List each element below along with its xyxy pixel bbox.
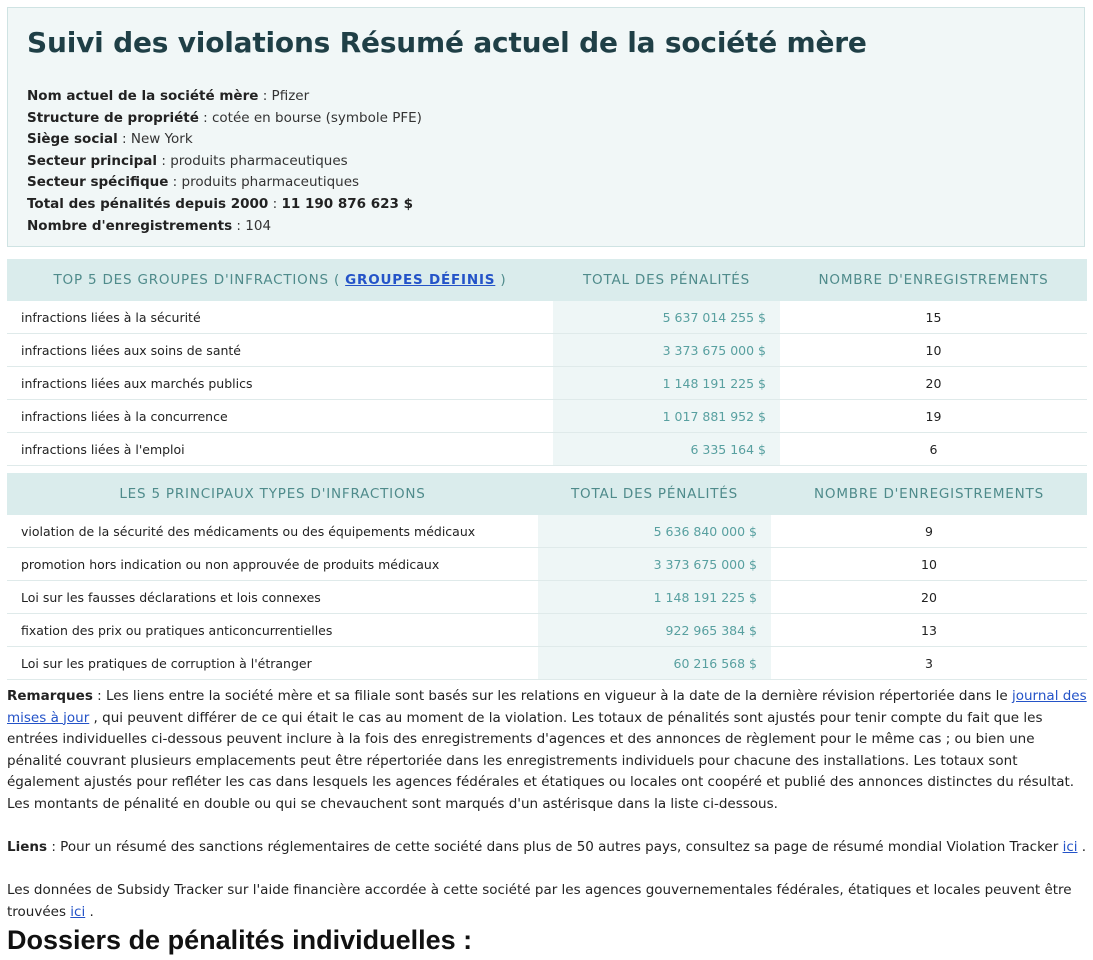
table-row <box>7 647 1087 680</box>
headquarters-value: New York <box>130 131 193 148</box>
penalty-amount: 5 637 014 255 $ <box>553 301 780 334</box>
remarks-label: Remarques <box>7 688 93 704</box>
offense-type-name: violation de la sécurité des médicaments ou des équipements médicaux <box>7 515 538 548</box>
headquarters-row <box>27 129 1065 151</box>
offense-group-name: infractions liées à l'emploi <box>7 433 553 466</box>
penalty-total-row <box>27 194 1065 216</box>
record-count: 13 <box>771 614 1087 647</box>
offense-group-header-prefix: TOP 5 DES GROUPES D'INFRACTIONS ( <box>53 272 346 288</box>
offense-type-name: Loi sur les pratiques de corruption à l'étranger <box>7 647 538 680</box>
separator: : <box>268 195 282 212</box>
subsidy-paragraph <box>7 880 1087 923</box>
headquarters-label: Siège social <box>27 131 118 148</box>
penalty-total-value: 11 190 876 623 $ <box>281 195 413 212</box>
subsidy-end: . <box>85 903 94 920</box>
individual-records-heading: Dossiers de pénalités individuelles : <box>7 925 473 955</box>
ownership-row <box>27 108 1065 130</box>
specific-industry-value: produits pharmaceutiques <box>181 174 360 191</box>
penalty-amount: 1 148 191 225 $ <box>553 367 780 400</box>
parent-company-row <box>27 86 1065 108</box>
offense-type-name: promotion hors indication ou non approuvée de produits médicaux <box>7 548 538 581</box>
update-log-link[interactable]: journal des mises à jour <box>7 688 1087 726</box>
links-end: . <box>1077 839 1087 855</box>
groups-defined-link[interactable]: GROUPES DÉFINIS <box>345 272 496 288</box>
record-count: 6 <box>780 433 1087 466</box>
subsidy-tracker-link[interactable]: ici <box>70 903 86 920</box>
company-summary-panel <box>7 7 1085 247</box>
offense-groups-table <box>7 259 1087 466</box>
records-count-header: NOMBRE D'ENREGISTREMENTS <box>771 473 1087 515</box>
parent-company-value: Pfizer <box>271 88 310 104</box>
separator: : <box>198 109 212 126</box>
remarks-paragraph <box>7 686 1087 816</box>
major-industry-label: Secteur principal <box>27 152 158 169</box>
ownership-value: cotée en bourse (symbole PFE) <box>212 109 422 126</box>
offense-group-name: infractions liées aux marchés publics <box>7 367 553 400</box>
page-title: Suivi des violations Résumé actuel de la société mère <box>27 26 867 59</box>
penalty-amount: 1 017 881 952 $ <box>553 400 780 433</box>
offense-type-name: fixation des prix ou pratiques anticoncurrentielles <box>7 614 538 647</box>
table-row <box>7 433 1087 466</box>
ownership-label: Structure de propriété <box>27 109 199 126</box>
record-count: 10 <box>780 334 1087 367</box>
penalty-amount: 1 148 191 225 $ <box>538 581 771 614</box>
offense-group-name: infractions liées aux soins de santé <box>7 334 553 367</box>
record-count: 19 <box>780 400 1087 433</box>
record-count: 9 <box>771 515 1087 548</box>
record-count: 20 <box>780 367 1087 400</box>
offense-type-name: Loi sur les fausses déclarations et lois connexes <box>7 581 538 614</box>
offense-types-table <box>7 473 1087 680</box>
remarks-intro: : Les liens entre la société mère et sa filiale sont basés sur les relations en vigueur à la date de la dernière révision répertoriée dans le <box>92 688 1012 704</box>
penalty-amount: 5 636 840 000 $ <box>538 515 771 548</box>
links-label: Liens <box>7 839 48 855</box>
penalty-amount: 3 373 675 000 $ <box>538 548 771 581</box>
penalty-amount: 6 335 164 $ <box>553 433 780 466</box>
specific-industry-label: Secteur spécifique <box>27 174 169 191</box>
global-summary-link[interactable]: ici <box>1062 839 1078 855</box>
subsidy-text: Les données de Subsidy Tracker sur l'aide financière accordée à cette société par les agences gouvernementales fédérales, étatiques et locales peuvent être trouvées <box>7 882 1072 920</box>
links-paragraph <box>7 837 1087 859</box>
penalty-total-header: TOTAL DES PÉNALITÉS <box>538 473 771 515</box>
table-row <box>7 367 1087 400</box>
specific-industry-row <box>27 172 1065 194</box>
table-row <box>7 581 1087 614</box>
offense-group-name: infractions liées à la concurrence <box>7 400 553 433</box>
links-text: : Pour un résumé des sanctions réglementaires de cette société dans plus de 50 autres pays, consultez sa page de résumé mondial Violation Tracker <box>47 839 1063 855</box>
separator: : <box>258 88 272 104</box>
major-industry-value: produits pharmaceutiques <box>170 152 348 169</box>
record-count: 15 <box>780 301 1087 334</box>
offense-group-name: infractions liées à la sécurité <box>7 301 553 334</box>
penalty-total-header: TOTAL DES PÉNALITÉS <box>553 259 780 301</box>
records-value: 104 <box>245 217 272 234</box>
parent-company-label: Nom actuel de la société mère <box>27 88 259 104</box>
penalty-amount: 922 965 384 $ <box>538 614 771 647</box>
separator: : <box>232 217 246 234</box>
table-row <box>7 301 1087 334</box>
records-label: Nombre d'enregistrements <box>27 217 233 234</box>
table-row <box>7 334 1087 367</box>
table-row <box>7 400 1087 433</box>
separator: : <box>117 131 131 148</box>
offense-group-header-suffix: ) <box>495 272 507 288</box>
record-count: 3 <box>771 647 1087 680</box>
separator: : <box>157 152 171 169</box>
separator: : <box>168 174 182 191</box>
remarks-body: , qui peuvent différer de ce qui était le cas au moment de la violation. Les totaux de pénalités sont ajustés pour tenir compte du fait que les entrées individuelles ci-dessous peuvent inclure à la fois des enregistrements d'agences et des annonces de règlement pour le même cas ; ou bien une pénalité couvrant plusieurs emplacements peut être répertoriée dans les enregistrements individuels pour chacune des installations. Les totaux sont également ajustés pour refléter les cas dans lesquels les agences fédérales et étatiques ou locales ont coopéré et publié des annonces distinctes du résultat. Les montants de pénalité en double ou qui se chevauchent sont marqués d'un astérisque dans la liste ci-dessous. <box>7 709 1075 812</box>
penalty-total-label: Total des pénalités depuis 2000 <box>27 195 269 212</box>
major-industry-row <box>27 151 1065 173</box>
table-row <box>7 614 1087 647</box>
record-count: 20 <box>771 581 1087 614</box>
offense-type-header: LES 5 PRINCIPAUX TYPES D'INFRACTIONS <box>7 473 538 515</box>
penalty-amount: 60 216 568 $ <box>538 647 771 680</box>
record-count: 10 <box>771 548 1087 581</box>
penalty-amount: 3 373 675 000 $ <box>553 334 780 367</box>
records-count-header: NOMBRE D'ENREGISTREMENTS <box>780 259 1087 301</box>
offense-group-header <box>7 259 553 301</box>
table-row <box>7 515 1087 548</box>
records-row <box>27 216 1065 238</box>
table-row <box>7 548 1087 581</box>
